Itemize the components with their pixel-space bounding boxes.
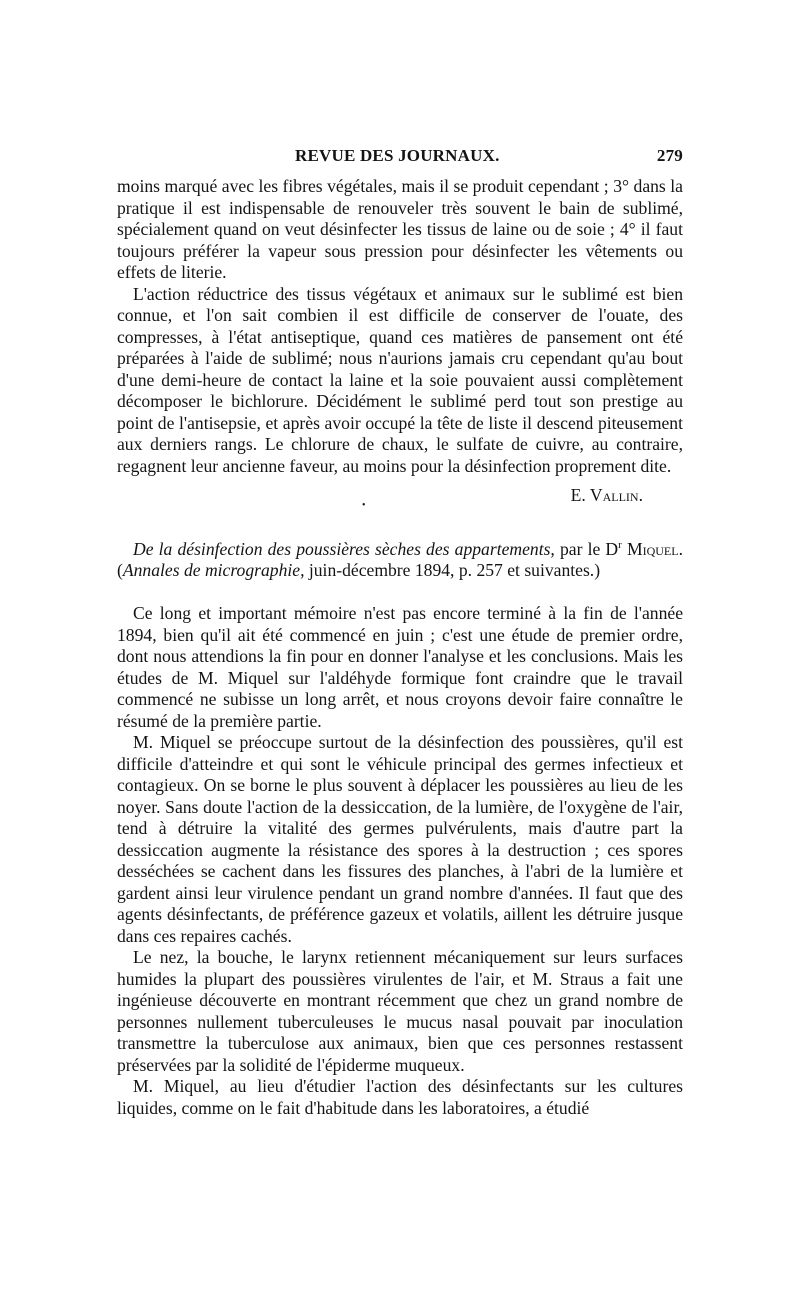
running-head [117, 146, 683, 172]
signature-text: E. Vallin. [570, 485, 643, 505]
author-signature [117, 485, 683, 506]
ref-by-sup: r [618, 539, 622, 551]
page-number: 279 [656, 146, 683, 165]
paragraph: M. Miquel se préoccupe surtout de la désinfection des poussières, qu'il est difficile d'atteindre et qui sont le véhicule principal des germes infectieux et contagieux. On se borne le plus souvent à déplacer les poussières au lieu de les noyer. Sans doute l'action de la dessiccation, de la lumière, de l'oxygène de l'air, tend à détruire la vitalité des germes pulvérulents, mais d'autre part la dessiccation augmente la résistance des spores à la destruction ; ces spores desséchées se cachent dans les fissures des planches, à l'abri de la lumière et gardent ainsi leur virulence pendant un grand nombre d'années. Il faut que des agents désinfectants, de préférence gazeux et volatils, aillent les détruire jusque dans ces repaires cachés. [117, 732, 683, 946]
ref-by: par le D [554, 538, 619, 559]
second-section [117, 603, 683, 1119]
paragraph: Ce long et important mémoire n'est pas encore terminé à la fin de l'année 1894, bien qu'il ait été commencé en juin ; c'est une étude de premier ordre, dont nous attendions la fin pour en donner l'analyse et les conclusions. Mais les études de M. Miquel sur l'aldéhyde formique font craindre que le travail commencé ne subisse un long arrêt, et nous croyons devoir faire connaître le résumé de la première partie. [117, 603, 683, 731]
ref-author: Miquel. [621, 538, 683, 559]
separator-mark: • [362, 500, 366, 511]
ref-open: ( [117, 560, 123, 581]
ref-details: juin-décembre 1894, p. 257 et suivantes.) [304, 560, 601, 581]
ref-journal: Annales de micrographie, [122, 560, 305, 581]
article-title: De la désinfection des poussières sèches des appartements, [133, 538, 555, 559]
journal-title: REVUE DES JOURNAUX. [295, 146, 500, 165]
paragraph: M. Miquel, au lieu d'étudier l'action des désinfectants sur les cultures liquides, comme on le fait d'habitude dans les laboratoires, a étudié [117, 1076, 683, 1118]
bibliographic-reference [117, 535, 683, 582]
paragraph: L'action réductrice des tissus végétaux et animaux sur le sublimé est bien connue, et l'on sait combien il est difficile de conserver de l'ouate, des compresses, à l'état antiseptique, quand ces matières de pansement ont été préparées à l'aide de sublimé; nous n'aurions jamais cru cependant qu'au bout d'une demi-heure de contact la laine et la soie pouvaient aussi complètement décomposer le bichlorure. Décidément le sublimé perd tout son prestige au point de l'antisepsie, et après avoir occupé la tête de liste il descend piteusement aux derniers rangs. Le chlorure de chaux, le sulfate de cuivre, au contraire, regagnent leur ancienne faveur, au moins pour la désinfection proprement dite. [117, 283, 683, 476]
paragraph: Le nez, la bouche, le larynx retiennent mécaniquement sur leurs surfaces humides la plupart des poussières virulentes de l'air, et M. Straus a fait une ingénieuse découverte en montrant récemment que chez un grand nombre de personnes nullement tuberculeuses le mucus nasal pouvait par inoculation transmettre la tuberculose aux animaux, bien que ces personnes restassent préservées par la solidité de l'épiderme muqueux. [117, 947, 683, 1075]
first-section [117, 176, 683, 477]
paragraph: moins marqué avec les fibres végétales, mais il se produit cependant ; 3° dans la pratique il est indispensable de renouveler très souvent le bain de sublimé, spécialement quand on veut désinfecter les tissus de laine ou de soie ; 4° il faut toujours préférer la vapeur sous pression pour désinfecter les vêtements ou effets de literie. [117, 176, 683, 282]
